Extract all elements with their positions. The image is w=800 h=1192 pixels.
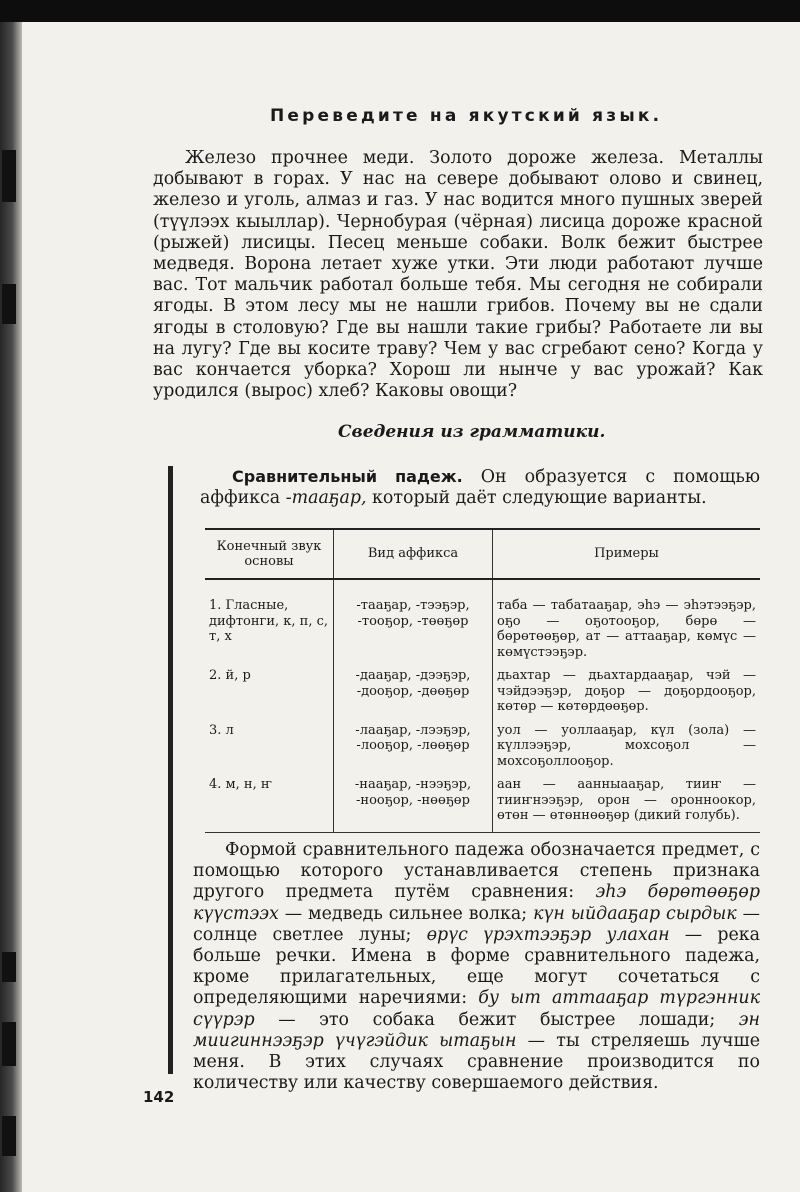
yakut-example: эн миигиннээҕэр үчүгэйдик ытаҕын: [193, 1009, 760, 1051]
explanation-text: — река больше речки. Имена в форме сравнительного падежа, кроме прилагательных, еще могут сочетаться с определяющими наречиями:: [193, 924, 761, 1009]
yakut-example: күн ыйдааҕар сырдык: [533, 903, 737, 924]
row-condition: 4. м, н, ҥ: [205, 777, 334, 832]
explanation-text: — медведь сильнее волка;: [278, 903, 534, 924]
binding-mark: [2, 284, 16, 324]
row-affixes: -нааҕар, -нээҕэр, -нооҕор, -нөөҕөр: [334, 777, 493, 832]
row-condition: 3. л: [205, 723, 334, 778]
binding-mark: [2, 1116, 16, 1156]
exercise-heading: Переведите на якутский язык.: [270, 106, 663, 126]
header-final-sound: Конечный звук основы: [205, 529, 334, 579]
intro-affix: -тааҕар,: [285, 488, 367, 509]
table-row: [205, 723, 760, 778]
explanation-text: Формой сравнительного падежа обозначается предмет, с помощью которого устанавливается степень признака другого предмета путём сравнения:: [193, 840, 760, 903]
exercise-text: Железо прочнее меди. Золото дороже железа. Металлы добывают в горах. У нас на севере добывают олово и свинец, железо и уголь, алмаз и газ. У нас водится много пушных зверей (түүлээх кыыллар). Чернобурая (чёрная) лисица дороже красной (рыжей) лисицы. Песец меньше собаки. Волк бежит быстрее медведя. Ворона летает хуже утки. Эти люди работают лучше вас. Тот мальчик работал больше тебя. Мы сегодня не собирали ягоды. В этом лесу мы не нашли грибов. Почему вы не сдали ягоды в столовую? Где вы нашли такие грибы? Работаете ли вы на лугу? Где вы косите траву? Чем у вас сгребают сено? Когда у вас кончается уборка? Хорош ли нынче у вас урожай? Как уродился (вырос) хлеб? Каковы овощи?: [153, 148, 763, 402]
row-condition: 1. Гласные, дифтонги, к, п, с, т, х: [205, 579, 334, 668]
row-examples: дьахтар — дьахтардааҕар, чэй — чэйдээҕэр, доҕор — доҕордооҕор, көтөр — көтөрдөөҕөр.: [497, 668, 756, 714]
section-side-rule: [168, 466, 173, 1074]
explanation-text: — это собака бежит быстрее лошади;: [254, 1009, 739, 1030]
grammar-explanation: [193, 840, 760, 1094]
yakut-example: өрүс үрэхтээҕэр улахан: [426, 924, 670, 945]
row-examples: аан — аанныааҕар, тииҥ — тииҥнээҕэр, орон — оронноокор, өтөн — өтөннөөҕөр (дикий голубь).: [493, 777, 761, 832]
row-examples: таба — табатааҕар, эһэ — эһэтээҕэр, оҕо — оҕотооҕор, бөрө — бөрөтөөҕөр, ат — аттааҕар, көмүс — көмүстээҕэр.: [497, 598, 756, 660]
row-affixes: -дааҕар, -дээҕэр, -дооҕор, -дөөҕөр: [334, 668, 493, 723]
binding-mark: [2, 1022, 16, 1066]
yakut-example: эһэ бөрөтөөҕөр күүстээх: [193, 882, 760, 924]
grammar-intro: [200, 466, 760, 509]
grammar-heading: Сведения из грамматики.: [338, 422, 606, 442]
row-examples: уол — уоллааҕар, күл (зола) — күллээҕэр, мохсоҕол — мохсоҕоллооҕор.: [497, 722, 756, 769]
intro-text-2: который даёт следующие варианты.: [366, 488, 707, 509]
binding-mark: [2, 952, 16, 982]
page-number: 142: [143, 1088, 175, 1106]
scan-top-edge: [0, 0, 800, 22]
row-affixes: -тааҕар, -тээҕэр, -тооҕор, -төөҕөр: [334, 579, 493, 668]
binding-mark: [2, 150, 16, 202]
row-condition: 2. й, р: [205, 668, 334, 723]
table-row: [205, 579, 760, 668]
table-row: [205, 777, 760, 832]
row-affixes: -лааҕар, -лээҕэр, -лооҕор, -лөөҕөр: [334, 723, 493, 778]
yakut-example: бу ыт аттааҕар түргэнник сүүрэр: [193, 988, 761, 1030]
book-binding-edge: [0, 22, 22, 1192]
table-row: [205, 668, 760, 723]
header-examples: Примеры: [493, 529, 761, 579]
intro-text-1: Он образуется с помощью аффикса: [200, 467, 760, 509]
grammar-term: Сравнительный падеж.: [232, 467, 463, 486]
affix-table: [205, 528, 760, 833]
explanation-text: — солнце светлее луны;: [193, 903, 760, 945]
header-affix-form: Вид аффикса: [334, 529, 493, 579]
explanation-text: — ты стреляешь лучше меня. В этих случаях сравнение производится по количеству или качеству совершаемого действия.: [193, 1030, 760, 1094]
table-header-row: [205, 529, 760, 579]
